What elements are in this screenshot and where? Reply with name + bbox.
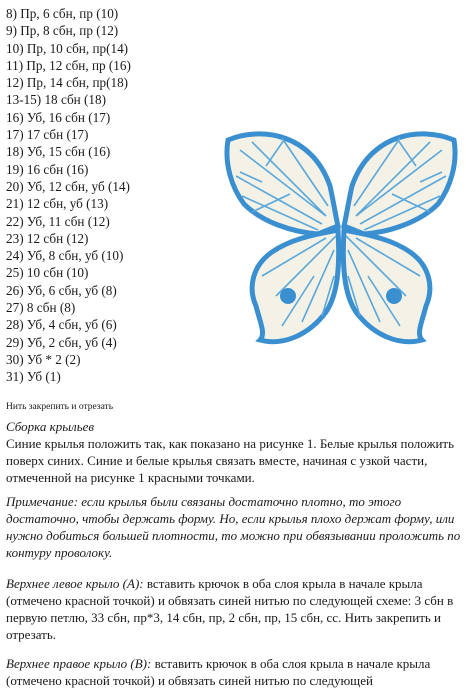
upper-left-text: вставить крючок в оба слоя крыла в начале крыла (отмечено красной точкой) и обвязать синей нитью по следующей схеме: 3 сбн в первую петлю, 33 сбн, пр*3, 14 сбн, пр, 2 сбн, пр, 15 сбн, сс. Нить закрепить и отрезать. — [6, 576, 454, 642]
row-line: 22) Уб, 11 сбн (12) — [6, 213, 110, 229]
fasten-note: Нить закрепить и отрезать — [6, 402, 114, 412]
row-line: 29) Уб, 2 сбн, уб (4) — [6, 334, 117, 350]
upper-right-text: вставить крючок в оба слоя крыла в начале крыла (отмечено красной точкой) и обвязать синей нитью по следующей — [6, 656, 431, 688]
row-line: 28) Уб, 4 сбн, уб (6) — [6, 317, 117, 333]
row-line: 9) Пр, 8 сбн, пр (12) — [6, 23, 119, 39]
assembly-title: Сборка крыльев — [6, 419, 95, 434]
upper-right-wing — [344, 134, 455, 234]
row-line: 27) 8 сбн (8) — [6, 300, 76, 316]
butterfly-illustration — [222, 126, 460, 348]
row-line: 23) 12 сбн (12) — [6, 230, 89, 246]
upper-left-wing — [227, 134, 338, 234]
row-line: 25) 10 сбн (10) — [6, 265, 89, 281]
row-line: 16) Уб, 16 сбн (17) — [6, 109, 111, 125]
lower-right-wing — [343, 230, 430, 342]
remark-text: Примечание: если крылья были связаны достаточно плотно, то этого достаточно, чтобы держать форму. Но, если крылья плохо держат форму, или нужно добиться большей плотности, то можно при обвязывании проложить по контуру проволоку. — [6, 494, 461, 560]
row-line: 30) Уб * 2 (2) — [6, 351, 81, 367]
upper-right-label: Верхнее правое крыло (В): — [6, 656, 152, 671]
row-line: 17) 17 сбн (17) — [6, 127, 89, 143]
assembly-text: Синие крылья положить так, как показано на рисунке 1. Белые крылья положить поверх синих. Синие и белые крылья связать вместе, начиная с узкой части, отмеченной на рисунке 1 красными точками. — [6, 436, 455, 485]
row-line: 24) Уб, 8 сбн, уб (10) — [6, 248, 124, 264]
row-line: 21) 12 сбн, уб (13) — [6, 196, 109, 212]
row-line: 10) Пр, 10 сбн, пр(14) — [6, 40, 129, 56]
row-line: 20) Уб, 12 сбн, уб (14) — [6, 178, 130, 194]
row-line: 11) Пр, 12 сбн, пр (16) — [6, 57, 131, 73]
row-list — [6, 5, 216, 386]
row-line: 19) 16 сбн (16) — [6, 161, 89, 177]
row-line: 18) Уб, 15 сбн (16) — [6, 144, 111, 160]
upper-left-wing-instruction — [6, 575, 466, 643]
lower-left-wing — [252, 230, 339, 342]
upper-left-label: Верхнее левое крыло (А): — [6, 576, 144, 591]
row-line: 31) Уб (1) — [6, 369, 61, 385]
upper-right-wing-instruction — [6, 655, 466, 689]
assembly-section — [6, 418, 466, 486]
row-line: 13-15) 18 сбн (18) — [6, 92, 106, 108]
row-line: 26) Уб, 6 сбн, уб (8) — [6, 282, 117, 298]
row-line: 12) Пр, 14 сбн, пр(18) — [6, 75, 129, 91]
row-line: 8) Пр, 6 сбн, пр (10) — [6, 6, 119, 21]
